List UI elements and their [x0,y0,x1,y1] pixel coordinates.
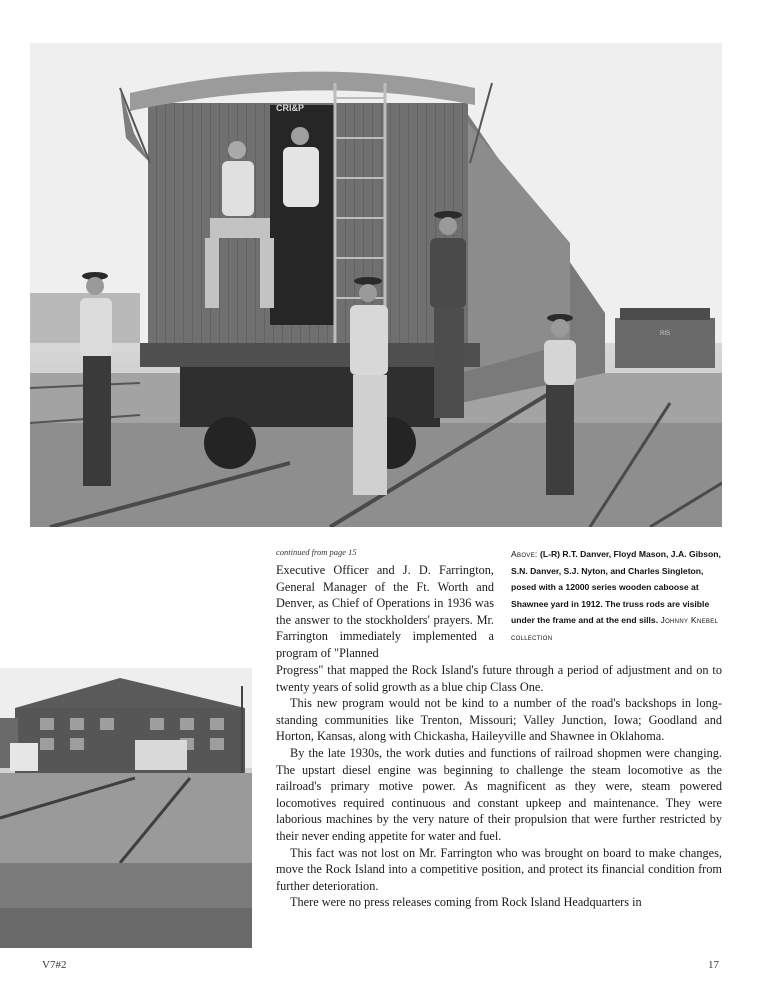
caboose-lettering: CRI&P [276,103,305,113]
caption-prefix: Above: [511,549,538,559]
article-paragraph: This fact was not lost on Mr. Farrington who was brought on board to make changes, move the Rock Island into a competitive position, and protect its financial condition from further deterioration. [276,845,722,893]
article-paragraph: There were no press releases coming from Rock Island Headquarters in [290,895,642,910]
page-number: 17 [708,959,719,971]
photo-caption [511,546,723,646]
article-lead: Executive Officer and J. D. Farrington, General Manager of the Ft. Worth and Denver, as Chief of Operations in 1936 was the answer to the stockholders' prayers. Mr. Farrington immediately implemented a program of "Planned [276,563,494,660]
article-paragraph: This new program would not be kind to a number of the road's backshops in long-standing communities like Trenton, Missouri; Valley Junction, Iowa; Goodland and Horton, Kansas, along with Chickasha, Haileyville and Shawnee in Oklahoma. [276,696,722,744]
article-narrow-column [276,562,494,662]
article-lead-tail: Progress" that mapped the Rock Island's future through a period of adjustment and on to twenty years of solid growth as a blue chip Class One. [276,663,722,694]
article-paragraph: By the late 1930s, the work duties and functions of railroad shopmen were changing. The upstart diesel engine was beginning to challenge the steam locomotive as the railroad's primary motive power. As magnificent as they were, steam powered locomotives required continuous and constant upkeep and maintenance. They were laborious machines by the very nature of their propulsion that were further restricted by their never ending appetite for water and fuel. [276,745,722,843]
backshop-photo [0,668,252,948]
backshop-photo-illustration [0,668,252,948]
gondola-lettering: RIS [660,331,671,337]
caboose-photo [30,43,722,527]
issue-folio: V7#2 [42,959,67,971]
caboose-photo-illustration [30,43,722,527]
continued-note: continued from page 15 [276,547,357,557]
caption-credit: Johnny Knebel collection [511,615,719,642]
article-wide-column [276,662,722,911]
caption-text: (L-R) R.T. Danver, Floyd Mason, J.A. Gibson, S.N. Danver, S.J. Nyton, and Charles Singleton, posed with a 12000 series wooden caboose at Shawnee yard in 1912. The truss rods are visible under the frame and at the end sills. [511,549,721,626]
